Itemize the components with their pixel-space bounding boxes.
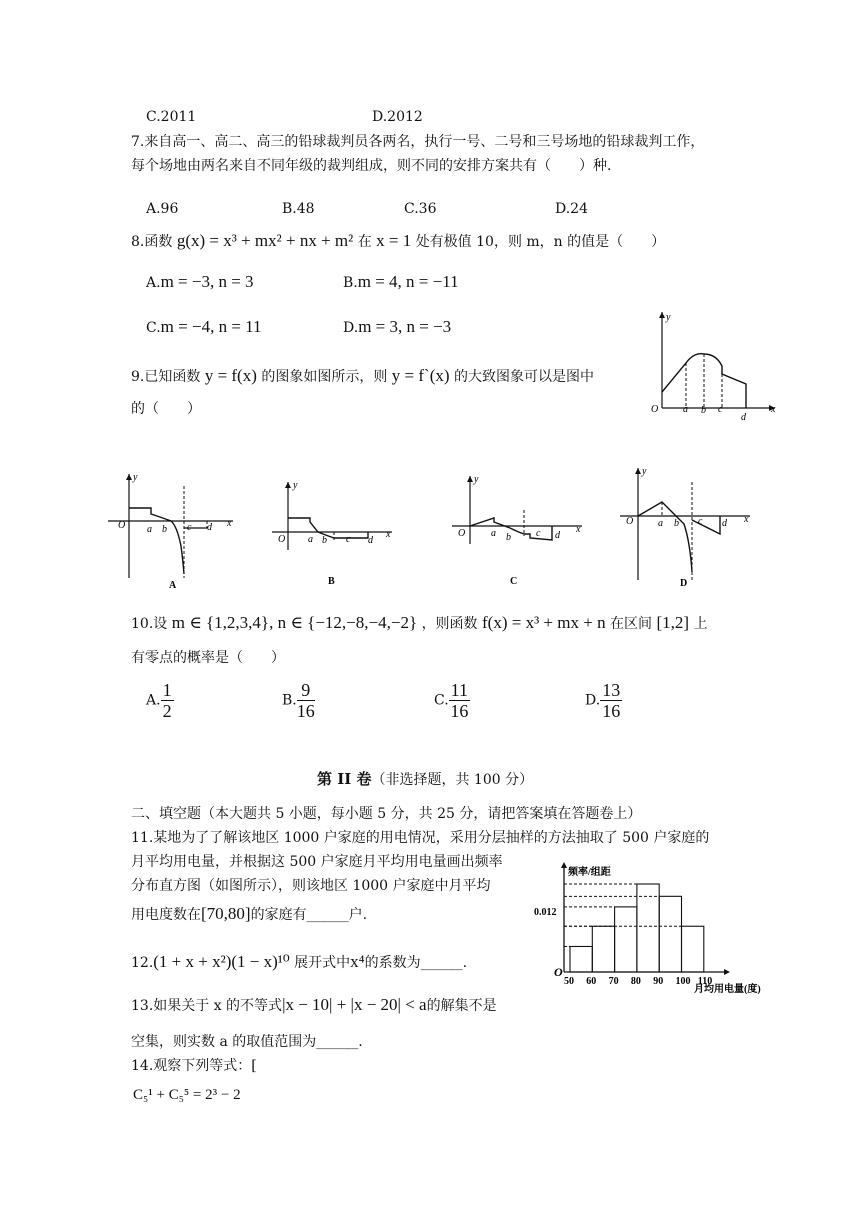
histogram-y-arrow	[561, 862, 567, 868]
q13-inequality: |x − 10| + |x − 20| < a	[282, 995, 427, 1014]
q9-d-origin: O	[626, 516, 634, 527]
q10-stem: 10.设 m ∈ {1,2,3,4}, n ∈ {−12,−8,−4,−2} ，则函数 f(x) = x³ + mx + n 在区间 [1,2] 上	[131, 613, 708, 632]
q9-main-c: c	[718, 404, 723, 415]
q9-c-b: b	[506, 532, 511, 543]
histogram-x-arrow	[724, 969, 730, 975]
q9-b-d: d	[368, 535, 373, 546]
q9-a-d: d	[207, 522, 212, 533]
q9-main-y-label: y	[666, 312, 671, 323]
q10-option-c: C. $\frac{11}{16}$	[434, 680, 469, 721]
q8-option-c: C.m = −4, n = 11	[146, 317, 262, 336]
q9-stem: 9.已知函数 y = f(x) 的图象如图所示，则 y = f`(x) 的大致图象可以是图中	[131, 366, 594, 385]
part2-title: 第 II 卷	[317, 770, 372, 788]
q10-option-b: B. $\frac{9}{16}$	[282, 680, 315, 721]
q8-prefix: 8.函数	[131, 234, 173, 250]
q10-interval: [1,2]	[656, 613, 690, 632]
q10-function: f(x) = x³ + mx + n	[482, 613, 606, 632]
q7-option-b: B.48	[282, 201, 315, 217]
q8-option-d: D.m = 3, n = −3	[343, 317, 452, 336]
q10-sets: m ∈ {1,2,3,4}, n ∈ {−12,−8,−4,−2}	[171, 613, 418, 632]
q9-option-graph-d	[616, 462, 756, 590]
q14-line1: 14.观察下列等式：[	[131, 1058, 257, 1074]
q8-function: g(x) = x³ + mx² + nx + m²	[176, 231, 354, 250]
histogram-x-tick: 90	[653, 976, 664, 987]
q9-option-a-label: A	[169, 580, 177, 590]
section2-heading: 二、填空题（本大题共 5 小题，每小题 5 分，共 25 分，请把答案填在答题卷上）	[131, 806, 642, 822]
histogram-x-tick: 60	[586, 976, 597, 987]
q9-c-a: a	[491, 528, 496, 539]
q9-main-b: b	[701, 405, 706, 416]
histogram-chart	[528, 858, 800, 998]
q7-option-a: A.96	[146, 201, 179, 217]
q11-line4: 用电度数在[70,80]的家庭有______户.	[131, 904, 368, 923]
q9-c-x: x	[576, 524, 581, 535]
histogram-x-tick: 100	[675, 976, 691, 987]
histogram-x-tick: 80	[630, 976, 641, 987]
q9-function: y = f(x)	[204, 366, 257, 385]
part2-heading	[317, 770, 533, 789]
histogram-bar	[682, 926, 704, 972]
q9-b-b: b	[322, 535, 327, 546]
q11-interval: [70,80]	[201, 904, 251, 923]
q9-c-y: y	[474, 474, 479, 485]
q11-line2: 月平均用电量，并根据这 500 户家庭月平均用电量画出频率	[131, 854, 503, 870]
q9-option-d-label: D	[680, 578, 688, 589]
q9-c-origin: O	[458, 528, 466, 539]
q8-option-a: A.m = −3, n = 3	[146, 272, 254, 291]
histogram-x-tick: 50	[564, 976, 574, 987]
q7-line1: 7.来自高一、高二、高三的铅球裁判员各两名，执行一号、二号和三号场地的铅球裁判工作，	[131, 134, 705, 150]
q9-d-y: y	[642, 466, 647, 477]
histogram-origin: O	[554, 965, 563, 979]
q8-stem	[131, 232, 665, 251]
q9-c-d: d	[555, 530, 560, 541]
q6-option-d: D.2012	[372, 109, 423, 125]
q9-a-y: y	[133, 472, 138, 483]
q10-line2: 有零点的概率是（ ）	[131, 650, 285, 666]
q9-option-graph-c	[448, 470, 588, 590]
q12-expression: (1 + x + x²)(1 − x)¹⁰	[153, 952, 290, 971]
q9-option-c-label: C	[510, 576, 518, 587]
q7-line2: 每个场地由两名来自不同年级的裁判组成，则不同的安排方案共有（ ）种.	[131, 158, 612, 174]
part2-note: （非选择题，共 100 分）	[371, 772, 534, 788]
q9-option-b-label: B	[328, 576, 335, 587]
q9-c-c: c	[536, 528, 541, 539]
histogram-x-tick: 110	[697, 976, 713, 987]
q9-option-graph-b	[268, 474, 403, 590]
q12-term: x⁴	[350, 952, 365, 971]
q8-mid: 在	[357, 234, 372, 250]
q9-a-a: a	[147, 524, 152, 535]
q13-line2: 空集，则实数 a 的取值范围为______.	[131, 1034, 363, 1050]
histogram-bar	[637, 884, 659, 972]
q9-d-a: a	[658, 518, 663, 529]
histogram-xlabel: 月均用电量(度)	[694, 984, 761, 995]
q13-stem: 13.如果关于 x 的不等式|x − 10| + |x − 20| < a的解集不是	[131, 995, 497, 1014]
histogram-ylabel: 频率/组距	[568, 867, 611, 878]
q9-a-b: b	[162, 524, 167, 535]
q9-d-c: c	[698, 516, 703, 527]
q7-option-d: D.24	[555, 201, 588, 217]
histogram-x-tick: 70	[608, 976, 619, 987]
q9-main-a: a	[683, 404, 688, 415]
q9-a-c: c	[187, 522, 192, 533]
q9-main-graph	[640, 308, 780, 420]
histogram-ytick: 0.012	[534, 907, 557, 918]
q11-line1: 11.某地为了了解该地区 1000 户家庭的用电情况，采用分层抽样的方法抽取了 500 户家庭的	[131, 830, 710, 846]
q8-condition: x = 1	[376, 231, 412, 250]
q9-b-x: x	[386, 529, 391, 540]
q7-option-c: C.36	[404, 201, 437, 217]
q14-equation-1: C₅¹ + C₅⁵ = 2³ − 2	[133, 1087, 241, 1103]
q8-option-b: B.m = 4, n = −11	[343, 272, 459, 291]
q9-b-c: c	[346, 534, 351, 545]
q8-suffix: 处有极值 10，则 m，n 的值是（ ）	[415, 234, 666, 250]
histogram-bar	[570, 946, 592, 972]
q9-b-origin: O	[278, 534, 286, 545]
q9-main-x-label: x	[771, 404, 776, 415]
q10-option-d: D. $\frac{13}{16}$	[585, 680, 621, 721]
q11-line3: 分布直方图（如图所示），则该地区 1000 户家庭中月平均	[131, 878, 491, 894]
histogram-bar	[659, 896, 681, 972]
histogram-bar	[592, 926, 614, 972]
q9-derivative: y = f`(x)	[391, 366, 450, 385]
q12-stem: 12.(1 + x + x²)(1 − x)¹⁰ 展开式中x⁴的系数为______.	[131, 952, 468, 971]
q9-b-a: a	[308, 534, 313, 545]
q9-b-y: y	[293, 480, 298, 491]
q10-option-a: A. $\frac{1}{2}$	[146, 680, 172, 721]
q6-option-c: C.2011	[146, 109, 197, 125]
q9-d-d: d	[722, 518, 727, 529]
q9-main-origin: O	[651, 404, 659, 415]
histogram-bar	[615, 907, 637, 972]
q9-line2: 的（ ）	[131, 401, 201, 417]
q9-main-d: d	[741, 412, 746, 420]
q9-a-x: x	[227, 518, 232, 529]
q9-d-b: b	[674, 518, 679, 529]
q9-option-graph-a	[103, 466, 243, 590]
q9-a-origin: O	[118, 520, 126, 531]
q9-d-x: x	[744, 514, 749, 525]
